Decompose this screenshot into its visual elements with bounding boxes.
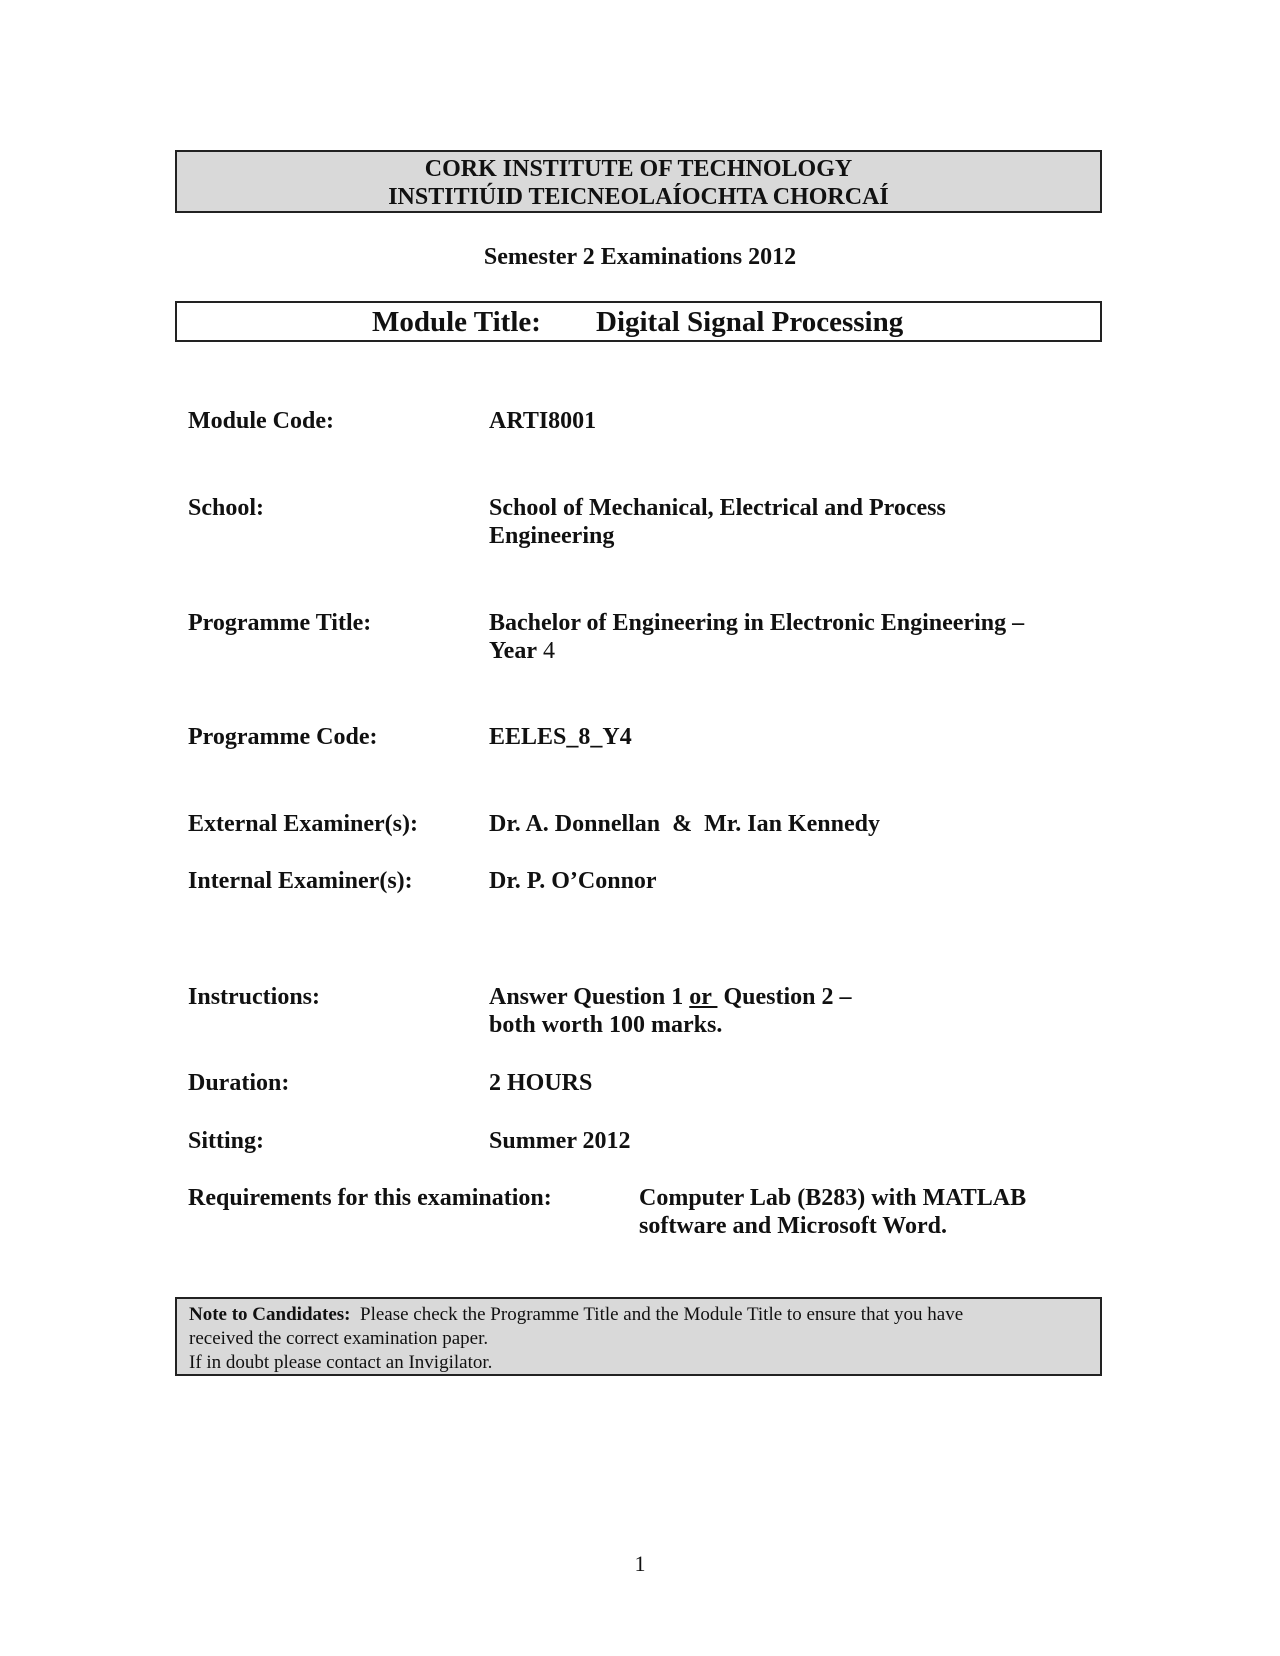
programme-title-value	[489, 609, 1089, 665]
sitting-label: Sitting:	[188, 1128, 265, 1154]
note-to-candidates-box	[175, 1297, 1102, 1376]
programme-title-label: Programme Title:	[188, 610, 372, 636]
page-number: 1	[634, 1551, 646, 1576]
sitting-value: Summer 2012	[489, 1128, 631, 1154]
instructions-value	[489, 983, 1089, 1039]
module-code-label: Module Code:	[188, 408, 334, 434]
instructions-or-text: or	[689, 984, 718, 1010]
instructions-line1	[489, 983, 1089, 1011]
semester-heading: Semester 2 Examinations 2012	[483, 244, 797, 270]
module-code-value: ARTI8001	[489, 408, 597, 434]
school-value	[489, 494, 1089, 550]
school-value-line1: School of Mechanical, Electrical and Process	[489, 495, 946, 521]
programme-year-word: Year	[489, 638, 537, 664]
school-label: School:	[188, 495, 265, 521]
note-text1: Please check the Programme Title and the Module Title to ensure that you have	[350, 1304, 964, 1325]
module-title-label: Module Title:	[372, 306, 541, 338]
school-value-line2: Engineering	[489, 523, 615, 549]
requirements-value-line1: Computer Lab (B283) with MATLAB	[639, 1185, 1027, 1211]
requirements-value	[639, 1184, 1099, 1240]
internal-examiners-label: Internal Examiner(s):	[188, 868, 413, 894]
note-line1	[189, 1303, 1088, 1327]
instructions-question2-text: Question 2 –	[717, 984, 852, 1010]
programme-code-label: Programme Code:	[188, 724, 378, 750]
programme-title-value-line1: Bachelor of Engineering in Electronic Engineering –	[489, 610, 1025, 636]
programme-code-value: EELES_8_Y4	[489, 724, 632, 750]
programme-year-number: 4	[536, 638, 555, 664]
note-line3: If in doubt please contact an Invigilator.	[189, 1352, 493, 1373]
requirements-label: Requirements for this examination:	[188, 1185, 552, 1211]
internal-examiners-value: Dr. P. O’Connor	[489, 868, 657, 894]
note-line2: received the correct examination paper.	[189, 1328, 489, 1349]
institute-header	[175, 150, 1102, 213]
duration-label: Duration:	[188, 1070, 290, 1096]
requirements-value-line2: software and Microsoft Word.	[639, 1213, 947, 1239]
instructions-answer-text: Answer Question 1	[489, 984, 690, 1010]
institute-name-english: CORK INSTITUTE OF TECHNOLOGY	[424, 156, 853, 182]
instructions-label: Instructions:	[188, 984, 321, 1010]
external-examiners-value: Dr. A. Donnellan & Mr. Ian Kennedy	[489, 811, 880, 837]
duration-value: 2 HOURS	[489, 1070, 593, 1096]
module-title-value: Digital Signal Processing	[596, 306, 904, 338]
institute-name-irish: INSTITIÚID TEICNEOLAÍOCHTA CHORCAÍ	[388, 184, 889, 210]
programme-title-value-line2	[489, 637, 1089, 665]
instructions-line2: both worth 100 marks.	[489, 1012, 723, 1038]
external-examiners-label: External Examiner(s):	[188, 811, 418, 837]
module-title-box	[175, 301, 1102, 342]
note-lead: Note to Candidates:	[189, 1304, 351, 1325]
